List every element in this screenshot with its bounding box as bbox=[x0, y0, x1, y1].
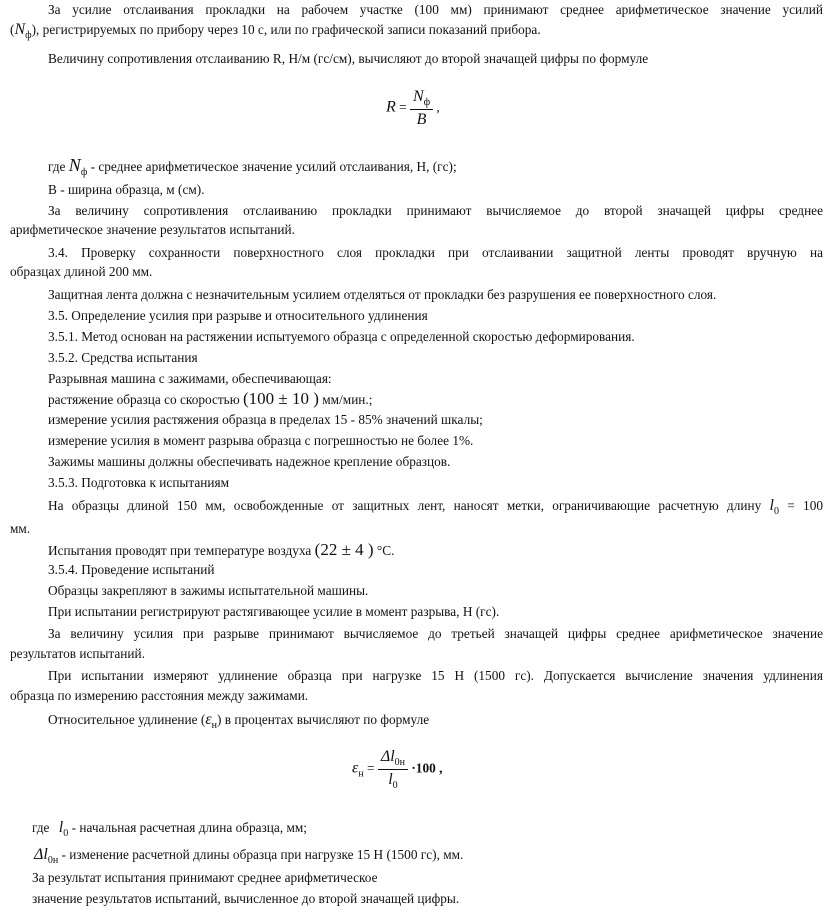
symbol-subscript: ф bbox=[25, 30, 32, 41]
paragraph-text: За результат испытания принимают среднее арифметическое bbox=[32, 870, 378, 885]
symbol-subscript: н bbox=[211, 720, 217, 731]
symbol-subscript: 0 bbox=[773, 506, 779, 517]
formula-inline: (22 ± 4 ) bbox=[314, 540, 374, 559]
paragraph-text: Защитная лента должна с незначительным усилием отделяться от прокладки без разрушения ее поверхностного слоя. bbox=[48, 287, 717, 302]
paragraph-text: 3.5.1. Метод основан на растяжении испытуемого образца с определенной скоростью деформирования. bbox=[48, 329, 635, 344]
formula-lhs: ε bbox=[352, 759, 359, 777]
formula-numerator bbox=[410, 88, 433, 110]
symbol-l: l bbox=[769, 497, 774, 514]
formula-fraction bbox=[410, 88, 433, 129]
paragraph-text: За величину сопротивления отслаиванию прокладки принимают вычисляемое до второй значащей цифры среднее bbox=[48, 203, 823, 218]
formula-resistance bbox=[386, 88, 440, 129]
definition-line bbox=[34, 847, 823, 869]
paragraph-text: ) в процентах вычисляют по формуле bbox=[217, 712, 430, 727]
list-item-text: мм/мин.; bbox=[322, 392, 373, 407]
symbol-N: N bbox=[68, 155, 81, 175]
paragraph-text: Разрывная машина с зажимами, обеспечивающая: bbox=[48, 371, 332, 386]
formula-denominator bbox=[378, 770, 408, 791]
paragraph-text: образца по измерению расстояния между зажимами. bbox=[10, 688, 309, 703]
formula-inline: (100 ± 10 ) bbox=[243, 389, 319, 408]
paragraph-text: Относительное удлинение ( bbox=[48, 712, 206, 727]
paragraph-text: ), регистрируемых по прибору через 10 с, или по графической записи показаний прибора. bbox=[31, 22, 541, 37]
where-label: где bbox=[32, 820, 50, 835]
paragraph-text: При испытании измеряют удлинение образца при нагрузке 15 Н (1500 гс). Допускается вычисление значения удлинения bbox=[48, 668, 823, 683]
definition-line bbox=[10, 157, 823, 181]
list-item: измерение усилия растяжения образца в пределах 15 - 85% значений шкалы; bbox=[48, 412, 483, 427]
paragraph-text bbox=[10, 22, 823, 44]
paragraph-text: Образцы закрепляют в зажимы испытательной машины. bbox=[48, 583, 369, 598]
symbol-subscript: ф bbox=[80, 167, 88, 178]
formula-elongation bbox=[352, 748, 442, 791]
symbol-epsilon: ε bbox=[205, 711, 212, 728]
paren: ( bbox=[10, 22, 15, 37]
denominator-subscript: 0 bbox=[392, 780, 398, 791]
formula-lhs-subscript: н bbox=[358, 768, 364, 780]
paragraph-text: Испытания проводят при температуре воздуха bbox=[48, 543, 312, 558]
paragraph-text: За усилие отслаивания прокладки на рабочем участке (100 мм) принимают среднее арифметическое значение усилий bbox=[48, 2, 823, 17]
symbol-subscript: 0 bbox=[63, 828, 69, 839]
formula-tail: ·100 , bbox=[411, 760, 443, 776]
unit-text: °С. bbox=[376, 543, 395, 558]
denominator-symbol: l bbox=[388, 771, 393, 788]
section-heading: 3.5.3. Подготовка к испытаниям bbox=[48, 475, 230, 490]
paragraph-text bbox=[10, 498, 823, 520]
symbol-delta-l: Δl bbox=[34, 846, 48, 863]
paragraph-text: 3.4. Проверку сохранности поверхностного слоя прокладки при отслаивании защитной ленты проводят вручную на bbox=[48, 245, 823, 260]
list-item: измерение усилия в момент разрыва образца с погрешностью не более 1%. bbox=[48, 433, 474, 448]
paragraph-text: Величину сопротивления отслаиванию R, Н/м (гс/см), вычисляют до второй значащей цифры по формуле bbox=[48, 51, 649, 66]
section-heading: 3.5.4. Проведение испытаний bbox=[48, 562, 215, 577]
paragraph-text: образцах длиной 200 мм. bbox=[10, 264, 153, 279]
paragraph-text: На образцы длиной 150 мм, освобожденные от защитных лент, наносят метки, ограничивающие расчетную длину bbox=[48, 498, 762, 513]
paragraph-text: мм. bbox=[10, 521, 31, 536]
definition-text: - изменение расчетной длины образца при нагрузке 15 Н (1500 гс), мм. bbox=[61, 847, 464, 862]
where-label: где bbox=[48, 159, 66, 174]
formula-equals: = bbox=[399, 99, 407, 115]
paragraph-text: арифметическое значение результатов испытаний. bbox=[10, 222, 295, 237]
paragraph-text: значение результатов испытаний, вычисленное до второй значащей цифры. bbox=[32, 891, 460, 906]
definition-line: B - ширина образца, м (см). bbox=[48, 182, 205, 197]
section-heading: 3.5. Определение усилия при разрыве и относительного удлинения bbox=[48, 308, 428, 323]
definition-text: - среднее арифметическое значение усилий отслаивания, Н, (гс); bbox=[90, 159, 457, 174]
paragraph-text bbox=[10, 542, 823, 559]
numerator-symbol: Δl bbox=[380, 748, 395, 765]
formula-fraction bbox=[378, 748, 408, 791]
paragraph-text: результатов испытаний. bbox=[10, 646, 145, 661]
list-item-text: растяжение образца со скоростью bbox=[48, 392, 240, 407]
paragraph-text: За величину усилия при разрыве принимают вычисляемое до третьей значащей цифры среднее арифметическое значение bbox=[48, 626, 823, 641]
symbol-subscript: 0н bbox=[47, 855, 59, 866]
value-text: = 100 bbox=[787, 498, 823, 513]
paragraph-text: Зажимы машины должны обеспечивать надежное крепление образцов. bbox=[48, 454, 451, 469]
numerator-subscript: ф bbox=[423, 97, 431, 108]
symbol-N: N bbox=[14, 21, 26, 38]
definition-line bbox=[32, 820, 823, 842]
numerator-symbol: N bbox=[412, 88, 424, 105]
formula-lhs: R bbox=[386, 98, 396, 116]
definition-text: - начальная расчетная длина образца, мм; bbox=[71, 820, 307, 835]
numerator-subscript: 0н bbox=[394, 757, 406, 768]
section-heading: 3.5.2. Средства испытания bbox=[48, 350, 198, 365]
formula-equals: = bbox=[367, 760, 375, 776]
paragraph-text: При испытании регистрируют растягивающее усилие в момент разрыва, Н (гс). bbox=[48, 604, 500, 619]
symbol-l: l bbox=[58, 819, 64, 836]
paragraph-text bbox=[10, 712, 823, 734]
formula-denominator: B bbox=[416, 111, 427, 128]
formula-numerator bbox=[378, 748, 408, 770]
formula-tail: , bbox=[436, 99, 440, 115]
list-item bbox=[10, 391, 823, 408]
